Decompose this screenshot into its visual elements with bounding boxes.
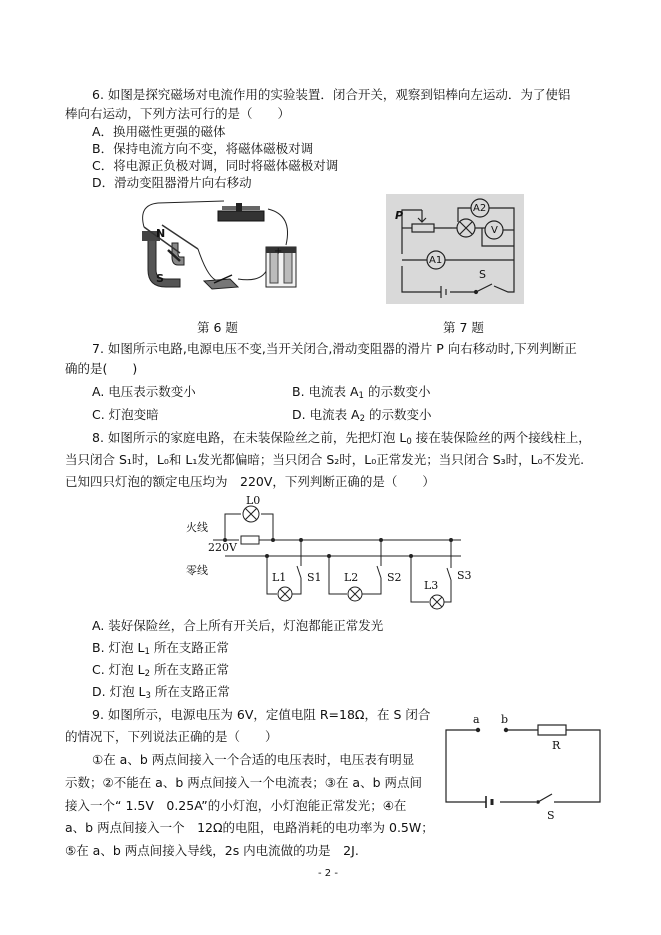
q6-option-d: D．滑动变阻器滑片向右移动 [92,175,252,190]
q7-option-d: D. 电流表 $A_2$ 的示数变小 [292,407,432,424]
q8-voltage-label: 220V [208,541,237,554]
q8-s1-label: S1 [307,571,322,584]
q6-option-c: C．将电源正负极对调，同时将磁体磁极对调 [92,158,339,173]
q8-neutral-wire-label: 零线 [186,564,208,577]
q8-option-b: B. 灯泡 $L_1$ 所在支路正常 [92,640,229,657]
q7-slider-label: P [395,209,404,222]
q8-stem-line1: 8. 如图所示的家庭电路，在未装保险丝之前，先把灯泡 $L_0$ 接在装保险丝的两个接线柱上， [92,430,591,447]
q9-circuit-figure [444,720,604,810]
q7-circuit-figure [386,194,524,304]
q8-l2-label: L2 [344,571,359,584]
q8-option-d: D. 灯泡 $L_3$ 所在支路正常 [92,684,230,701]
q9-body-line3: 接入一个“ 1.5V 0.25A”的小灯泡，小灯泡能正常发光；④在 [65,798,407,813]
q6-stem-line1: 6. 如图是探究磁场对电流作用的实验装置．闭合开关，观察到铝棒向左运动．为了使铝 [92,87,571,102]
q8-live-wire-label: 火线 [186,521,208,534]
q7-option-a: A. 电压表示数变小 [92,384,196,399]
q6-apparatus-figure [118,195,318,305]
q7-figure-caption: 第 7 题 [443,320,484,335]
q8-l1-label: L1 [272,571,287,584]
q9-point-a-label: a [473,713,480,726]
q7-option-b: B. 电流表 $A_1$ 的示数变小 [292,384,431,401]
q7-option-c: C. 灯泡变暗 [92,407,159,422]
q8-option-c: C. 灯泡 $L_2$ 所在支路正常 [92,662,230,679]
q7-ammeter1-label: A1 [429,255,443,266]
q6-stem-line2: 棒向右运动，下列方法可行的是（ ） [65,106,291,121]
q8-l0-label: L0 [246,494,261,507]
q7-stem-line2: 确的是( ) [65,361,138,376]
q9-body-line4: a、b 两点间接入一个 12Ω的电阻，电路消耗的电功率为 0.5W； [65,820,434,835]
q9-stem-line1: 9. 如图所示，电源电压为 6V，定值电阻 R=18Ω，在 S 闭合 [92,707,431,722]
q7-stem-line1: 7. 如图所示电路,电源电压不变,当开关闭合,滑动变阻器的滑片 P 向右移动时,下列判断正 [92,341,577,356]
q8-s2-label: S2 [387,571,402,584]
q6-plus-label: + [274,246,283,257]
q8-option-a: A. 装好保险丝，合上所有开关后，灯泡都能正常发光 [92,618,384,633]
q9-point-b-label: b [501,713,509,726]
q9-resistor-label: R [552,739,561,752]
q8-stem-line2: 当只闭合 S₁时，L₀和 L₁发光都偏暗；当只闭合 S₂时，L₀正常发光；当只闭合 S₃时，L₀不发光. [65,452,585,467]
q6-figure-caption: 第 6 题 [197,320,238,335]
q6-north-pole-label: N [156,227,166,240]
q9-stem-line2: 的情况下，下列说法正确的是（ ） [65,729,278,744]
q9-body-line1: ①在 a、b 两点间接入一个合适的电压表时，电压表有明显 [92,752,415,767]
q7-ammeter2-label: A2 [473,203,487,214]
q9-switch-label: S [547,809,555,822]
q9-body-line5: ⑤在 a、b 两点间接入导线，2s 内电流做的功是 2J. [65,843,359,858]
q9-body-line2: 示数；②不能在 a、b 两点间接入一个电流表；③在 a、b 两点间 [65,775,422,790]
q6-option-a: A．换用磁性更强的磁体 [92,124,226,139]
q6-south-pole-label: S [156,272,164,285]
page-number: - 2 - [318,868,338,879]
q7-switch-label: S [479,268,486,281]
q7-voltmeter-label: V [491,225,498,236]
q6-option-b: B．保持电流方向不变，将磁体磁极对调 [92,141,314,156]
q8-s3-label: S3 [457,569,472,582]
q8-stem-line3: 已知四只灯泡的额定电压均为 220V，下列判断正确的是（ ） [65,474,435,489]
q8-l3-label: L3 [424,579,439,592]
